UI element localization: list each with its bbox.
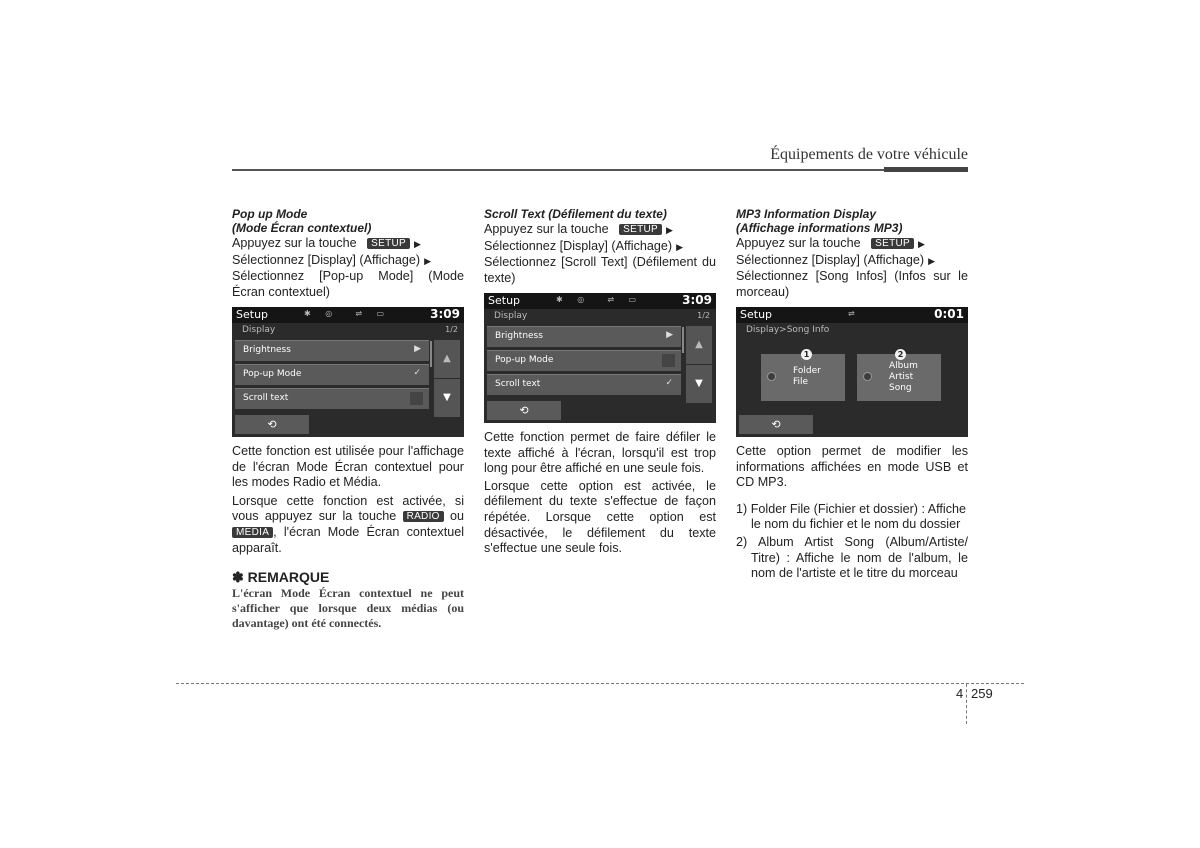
arrow-icon: ▶	[413, 239, 421, 249]
header-rule	[232, 169, 968, 171]
paragraph: Cette fonction permet de faire défiler le texte affiché à l'écran, lorsqu'il est trop long pour être affiché en une seule fois.	[484, 430, 716, 476]
scroll-up-button[interactable]: ▲	[434, 340, 460, 378]
scrollbar[interactable]	[682, 327, 684, 353]
scrollbar[interactable]	[430, 341, 432, 367]
check-icon: ✓	[413, 368, 421, 378]
screen-title: Setup	[740, 308, 773, 321]
page-indicator: 1/2	[445, 325, 458, 334]
list-item: 2) Album Artist Song (Album/Artiste/ Titre) : Affiche le nom de l'album, le nom de l'artiste et le titre du morceau	[736, 534, 968, 581]
section-subheading: (Affichage informations MP3)	[736, 221, 903, 235]
arrow-icon: ▶	[676, 241, 683, 252]
menu-item-popup-mode[interactable]: Pop-up Mode	[487, 350, 681, 371]
instruction-step: Appuyez sur la touche SETUP ▶	[484, 222, 673, 236]
screen-subtitle: Display	[494, 311, 528, 321]
screen-song-info	[736, 307, 968, 437]
instruction-step: Sélectionnez [Display] (Affichage) ▶	[232, 252, 431, 267]
instruction-step: Sélectionnez [Song Infos] (Infos sur le morceau)	[736, 269, 968, 299]
option-folder-file[interactable]: Folder File	[761, 354, 845, 401]
chevron-right-icon: ▶	[666, 330, 673, 340]
menu-item-popup-mode[interactable]: Pop-up Mode ✓	[235, 364, 429, 385]
column-popup-mode	[232, 207, 464, 300]
column-scroll-text-body	[484, 430, 716, 557]
checkbox[interactable]	[410, 392, 423, 405]
page-number: 259	[971, 686, 993, 701]
screen-subtitle: Display	[242, 325, 276, 335]
arrow-icon: ▶	[917, 239, 925, 249]
radio-button[interactable]	[767, 372, 776, 381]
section-subheading: (Mode Écran contextuel)	[232, 221, 372, 235]
radio-key: RADIO	[403, 511, 444, 522]
column-mp3-info	[736, 207, 968, 300]
header-accent-block	[884, 167, 968, 172]
setup-key: SETUP	[619, 224, 662, 235]
column-popup-mode-body	[232, 444, 464, 631]
footer-rule	[176, 683, 1024, 684]
paragraph: Cette option permet de modifier les informations affichées en mode USB et CD MP3.	[736, 444, 968, 490]
status-icons: ✱ ◎ ⇌ ▭	[304, 309, 391, 318]
chapter-number: 4	[956, 686, 964, 701]
section-heading: MP3 Information Display	[736, 207, 877, 221]
scroll-up-button[interactable]: ▲	[686, 326, 712, 364]
menu-item-scroll-text[interactable]: Scroll text ✓	[487, 374, 681, 395]
instruction-step: Appuyez sur la touche SETUP ▶	[232, 236, 421, 250]
check-icon: ✓	[665, 378, 673, 388]
menu-item-scroll-text[interactable]: Scroll text	[235, 388, 429, 409]
page-indicator: 1/2	[697, 311, 710, 320]
callout-number: 2	[895, 349, 906, 360]
paragraph: Lorsque cette option est activée, le défilement du texte s'effectue de façon répétée. Lorsque cette option est désactivée, le défilement du texte s'effectue une seule fois.	[484, 478, 716, 556]
scroll-down-button[interactable]: ▼	[434, 379, 460, 417]
chevron-right-icon: ▶	[414, 344, 421, 354]
paragraph: Lorsque cette fonction est activée, si vous appuyez sur la touche RADIO ou MEDIA , l'écran Mode Écran contextuel apparaît.	[232, 493, 464, 555]
clock: 3:09	[430, 307, 460, 321]
screen-title: Setup	[236, 308, 269, 321]
instruction-step: Appuyez sur la touche SETUP ▶	[736, 236, 925, 250]
menu-item-brightness[interactable]: Brightness ▶	[235, 340, 429, 361]
checkbox[interactable]	[662, 354, 675, 367]
usb-icon: ⇌	[848, 309, 861, 318]
screen-titlebar	[232, 307, 464, 323]
option-album-artist-song[interactable]: Album Artist Song	[857, 354, 941, 401]
instruction-step: Sélectionnez [Scroll Text] (Défilement du texte)	[484, 255, 716, 285]
back-button[interactable]: ⟲	[487, 401, 561, 420]
screen-scroll-text	[484, 293, 716, 423]
paragraph: Cette fonction est utilisée pour l'affichage de l'écran Mode Écran contextuel pour les modes Radio et Média.	[232, 444, 464, 490]
option-list	[736, 502, 968, 582]
instruction-step: Sélectionnez [Display] (Affichage) ▶	[484, 238, 683, 253]
media-key: MEDIA	[232, 527, 273, 538]
screen-popup-mode	[232, 307, 464, 437]
screen-titlebar	[484, 293, 716, 309]
arrow-icon: ▶	[424, 255, 431, 266]
column-mp3-info-body	[736, 444, 968, 582]
scroll-down-button[interactable]: ▼	[686, 365, 712, 403]
screen-titlebar	[736, 307, 968, 323]
status-icons: ✱ ◎ ⇌ ▭	[556, 295, 643, 304]
radio-button[interactable]	[863, 372, 872, 381]
setup-key: SETUP	[871, 238, 914, 249]
chapter-title: Équipements de votre véhicule	[770, 146, 968, 163]
clock: 3:09	[682, 293, 712, 307]
clock: 0:01	[934, 307, 964, 321]
remark-body: L'écran Mode Écran contextuel ne peut s'afficher que lorsque deux médias (ou davantage) ont été connectés.	[232, 585, 464, 630]
menu-item-brightness[interactable]: Brightness ▶	[487, 326, 681, 347]
screen-subtitle: Display>Song Info	[746, 325, 830, 335]
remark-title: ✽ REMARQUE	[232, 569, 330, 586]
column-scroll-text	[484, 207, 716, 286]
back-button[interactable]: ⟲	[235, 415, 309, 434]
back-button[interactable]: ⟲	[739, 415, 813, 434]
arrow-icon: ▶	[665, 225, 673, 235]
callout-number: 1	[801, 349, 812, 360]
screen-title: Setup	[488, 294, 521, 307]
list-item: 1) Folder File (Fichier et dossier) : Affiche le nom du fichier et le nom du dossier	[736, 501, 967, 532]
footer-divider	[966, 684, 967, 724]
section-heading: Scroll Text (Défilement du texte)	[484, 207, 667, 221]
section-heading: Pop up Mode	[232, 207, 308, 221]
arrow-icon: ▶	[928, 255, 935, 266]
setup-key: SETUP	[367, 238, 410, 249]
instruction-step: Sélectionnez [Display] (Affichage) ▶	[736, 252, 935, 267]
instruction-step: Sélectionnez [Pop-up Mode] (Mode Écran contextuel)	[232, 269, 464, 299]
